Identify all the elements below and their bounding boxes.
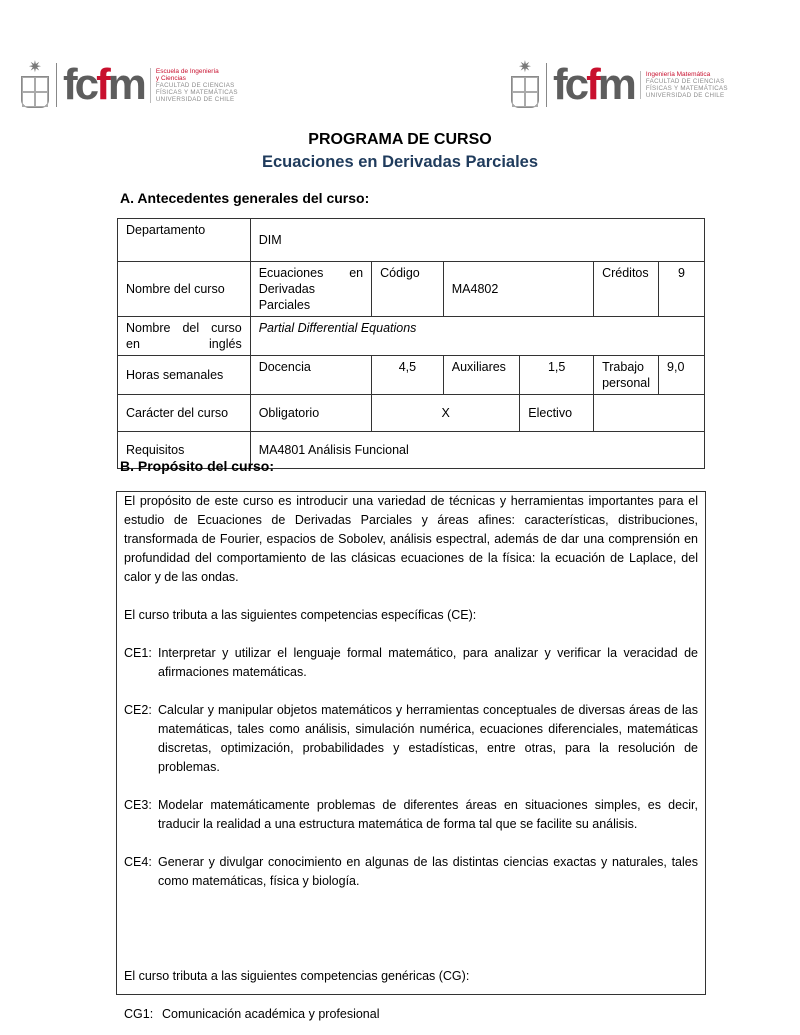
label-electivo: Electivo xyxy=(520,395,594,432)
fcfm-logo-escuela xyxy=(20,58,238,112)
competency-cg1: CG1: Comunicación académica y profesional xyxy=(124,1007,380,1021)
competency-ce2: CE2: Calcular y manipular objetos matemáticos y herramientas conceptuales de diversas áreas de las matemáticas, tales como análisis, simulación numérica, ecuaciones diferenciales, matemáticas discretas, optimización, probabilidades y estadísticas, entre otras, para la resolución de problemas. xyxy=(124,703,698,774)
value-codigo: MA4802 xyxy=(443,262,593,317)
label-requisitos: Requisitos xyxy=(118,432,251,469)
label-trabajo-personal: Trabajo personal xyxy=(594,356,659,395)
value-nombre-ingles: Partial Differential Equations xyxy=(250,317,704,356)
course-info-table xyxy=(117,218,705,469)
fcfm-wordmark: fc f m xyxy=(56,63,144,107)
label-horas-semanales: Horas semanales xyxy=(118,356,251,395)
label-obligatorio: Obligatorio xyxy=(250,395,371,432)
purpose-intro: El propósito de este curso es introducir una variedad de técnicas y herramientas importantes para el estudio de Ecuaciones de Derivadas Parciales y áreas afines: características, distribuciones, transformada de Fourier, espacios de Sobolev, análisis espectral, además de dar una comprensión en profundidad del comportamiento de las clásicas ecuaciones de la física: la ecuación de Laplace, del calor y de las ondas. xyxy=(124,494,698,584)
table-row-departamento xyxy=(118,219,705,262)
table-row-nombre xyxy=(118,262,705,317)
university-crest-icon: ✷ xyxy=(20,60,50,110)
fcfm-wordmark: fc f m xyxy=(546,63,634,107)
label-auxiliares: Auxiliares xyxy=(443,356,520,395)
section-b-heading: B. Propósito del curso: xyxy=(120,458,275,474)
university-crest-icon: ✷ xyxy=(510,60,540,110)
section-a-heading: A. Antecedentes generales del curso: xyxy=(120,190,370,206)
value-docencia: 4,5 xyxy=(372,356,444,395)
course-title: Ecuaciones en Derivadas Parciales xyxy=(261,153,539,171)
logo-caption: Ingeniería Matemática FACULTAD DE CIENCIAS FÍSICAS Y MATEMÁTICAS UNIVERSIDAD DE CHILE xyxy=(640,71,728,99)
ce-intro: El curso tributa a las siguientes competencias específicas (CE): xyxy=(124,608,477,622)
fcfm-logo-ingenieria-matematica xyxy=(510,58,728,112)
label-nombre-curso: Nombre del curso xyxy=(118,262,251,317)
label-creditos: Créditos xyxy=(594,262,659,317)
value-auxiliares: 1,5 xyxy=(520,356,594,395)
cg-intro: El curso tributa a las siguientes competencias genéricas (CG): xyxy=(124,969,470,983)
mark-obligatorio: X xyxy=(372,395,520,432)
competency-ce4: CE4: Generar y divulgar conocimiento en algunas de las distintas ciencias exactas y naturales, tales como matemáticas, física y biología. xyxy=(124,855,698,888)
logo-caption: Escuela de Ingeniería y Ciencias FACULTAD DE CIENCIAS FÍSICAS Y MATEMÁTICAS UNIVERSIDAD DE CHILE xyxy=(150,68,238,103)
label-nombre-ingles: Nombre del curso en inglés xyxy=(118,317,251,356)
document-title: PROGRAMA DE CURSO xyxy=(308,131,492,148)
value-departamento: DIM xyxy=(250,219,704,262)
table-row-horas xyxy=(118,356,705,395)
value-nombre-curso: Ecuaciones en Derivadas Parciales xyxy=(250,262,371,317)
purpose-box xyxy=(116,491,706,1021)
mark-electivo xyxy=(594,395,705,432)
label-departamento: Departamento xyxy=(118,219,251,262)
value-requisitos: MA4801 Análisis Funcional xyxy=(250,432,704,469)
value-trabajo-personal: 9,0 xyxy=(659,356,705,395)
label-codigo: Código xyxy=(372,262,444,317)
competency-ce1: CE1: Interpretar y utilizar el lenguaje formal matemático, para analizar y verificar la veracidad de afirmaciones matemáticas. xyxy=(124,646,698,679)
value-creditos: 9 xyxy=(659,262,705,317)
competency-ce3: CE3: Modelar matemáticamente problemas de diferentes áreas en situaciones simples, es decir, traducir la realidad a una estructura matemática de forma tal que se facilite su análisis. xyxy=(124,798,698,831)
label-caracter: Carácter del curso xyxy=(118,395,251,432)
label-docencia: Docencia xyxy=(250,356,371,395)
table-row-caracter xyxy=(118,395,705,432)
table-row-nombre-ingles xyxy=(118,317,705,356)
